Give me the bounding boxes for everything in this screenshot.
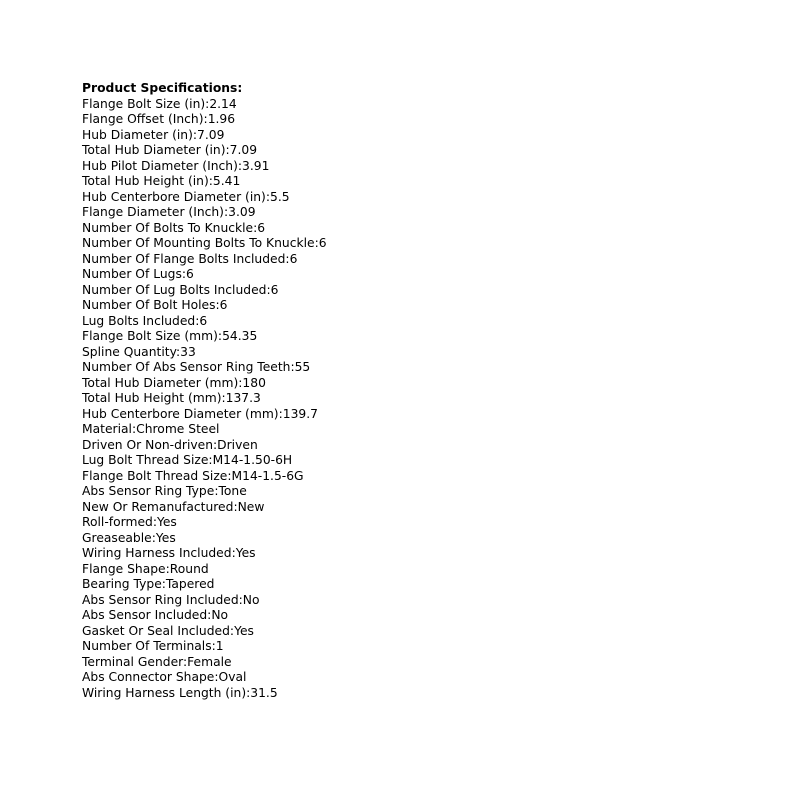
spec-value: Tone	[218, 484, 247, 498]
spec-value: 6	[219, 298, 228, 312]
spec-value: 137.3	[225, 391, 261, 405]
spec-label: Material	[82, 422, 132, 436]
spec-line	[82, 190, 782, 206]
spec-separator: :	[182, 654, 188, 669]
spec-label: Flange Bolt Size (in)	[82, 96, 206, 111]
spec-value: 55	[294, 360, 311, 374]
spec-separator: :	[213, 437, 218, 452]
spec-value: Tapered	[165, 577, 215, 591]
spec-separator: :	[225, 143, 230, 157]
spec-line	[82, 593, 782, 609]
spec-line	[82, 376, 782, 392]
spec-value: Female	[187, 654, 232, 669]
spec-line	[82, 407, 782, 423]
spec-value: 1.96	[207, 112, 236, 126]
spec-separator: :	[215, 298, 220, 312]
spec-line	[82, 112, 782, 128]
spec-value: Oval	[218, 670, 247, 684]
spec-label: Hub Diameter (in)	[82, 127, 193, 142]
spec-line	[82, 314, 782, 330]
spec-line	[82, 159, 782, 175]
spec-line	[82, 174, 782, 190]
spec-value: 6	[289, 251, 298, 266]
spec-line	[82, 221, 782, 237]
product-specifications	[82, 81, 782, 701]
spec-label: Flange Bolt Thread Size	[82, 468, 228, 483]
spec-separator: :	[211, 639, 216, 653]
spec-value: 6	[270, 282, 279, 297]
spec-label: Wiring Harness Included	[82, 546, 232, 560]
spec-separator: :	[266, 282, 271, 297]
spec-label: Terminal Gender	[82, 654, 183, 669]
spec-value: Round	[169, 561, 209, 576]
spec-label: Number Of Lugs	[82, 267, 182, 281]
spec-value: 6	[318, 236, 327, 250]
spec-list	[82, 97, 782, 702]
spec-separator: :	[229, 623, 235, 638]
spec-separator: :	[290, 360, 295, 374]
spec-label: Total Hub Diameter (mm)	[82, 375, 239, 390]
spec-line	[82, 422, 782, 438]
spec-separator: :	[203, 112, 208, 126]
spec-label: Spline Quantity	[82, 344, 176, 359]
spec-label: Abs Sensor Ring Included	[82, 592, 239, 607]
spec-separator: :	[217, 329, 223, 343]
spec-separator: :	[165, 561, 170, 576]
spec-separator: :	[278, 406, 283, 421]
spec-label: Wiring Harness Length (in)	[82, 685, 247, 700]
spec-separator: :	[208, 174, 213, 188]
spec-value: 139.7	[282, 406, 318, 421]
spec-label: Gasket Or Seal Included	[82, 623, 230, 638]
spec-label: Flange Shape	[82, 561, 166, 576]
spec-line	[82, 438, 782, 454]
spec-label: Abs Connector Shape	[82, 670, 215, 684]
spec-value: 6	[257, 220, 266, 235]
spec-separator: :	[253, 220, 258, 235]
spec-value: 1	[215, 639, 224, 653]
spec-line	[82, 469, 782, 485]
spec-value: Chrome Steel	[136, 422, 220, 436]
spec-value: Driven	[217, 437, 258, 452]
spec-line	[82, 143, 782, 159]
spec-label: Hub Centerbore Diameter (mm)	[82, 406, 279, 421]
spec-value: M14-1.5-6G	[231, 468, 304, 483]
spec-separator: :	[221, 391, 226, 405]
spec-label: Total Hub Height (in)	[82, 174, 209, 188]
spec-label: Number Of Bolt Holes	[82, 298, 216, 312]
spec-value: 5.5	[270, 189, 290, 204]
spec-value: 3.91	[242, 158, 270, 173]
spec-value: 6	[186, 267, 194, 281]
spec-line	[82, 252, 782, 268]
spec-separator: :	[227, 468, 232, 483]
spec-separator: :	[214, 670, 219, 684]
spec-value: 180	[242, 375, 266, 390]
spec-line	[82, 670, 782, 686]
spec-line	[82, 267, 782, 283]
spec-separator: :	[208, 453, 213, 467]
spec-separator: :	[265, 189, 271, 204]
spec-line	[82, 329, 782, 345]
spec-separator: :	[224, 205, 229, 219]
spec-line	[82, 345, 782, 361]
spec-label: Bearing Type	[82, 577, 162, 591]
spec-label: Lug Bolt Thread Size	[82, 453, 209, 467]
spec-value: 33	[180, 344, 196, 359]
spec-value: 7.09	[229, 143, 258, 157]
spec-label: Number Of Bolts To Knuckle	[82, 220, 254, 235]
spec-label: Abs Sensor Included	[82, 608, 208, 622]
spec-label: Number Of Flange Bolts Included	[82, 251, 286, 266]
spec-line	[82, 283, 782, 299]
spec-value: No	[211, 608, 229, 622]
spec-value: 5.41	[212, 174, 241, 188]
specifications-title: Product Specifications:	[82, 81, 243, 95]
spec-separator: :	[161, 577, 166, 591]
spec-value: Yes	[155, 530, 176, 545]
spec-value: 54.35	[222, 329, 258, 343]
spec-value: Yes	[156, 515, 177, 529]
spec-value: 2.14	[209, 96, 237, 111]
spec-value: 6	[199, 313, 208, 328]
spec-separator: :	[246, 685, 251, 700]
spec-separator: :	[152, 515, 157, 529]
spec-label: Greaseable	[82, 530, 152, 545]
spec-label: Number Of Terminals	[82, 639, 212, 653]
spec-value: Yes	[234, 623, 254, 638]
spec-line	[82, 360, 782, 376]
spec-label: New Or Remanufactured	[82, 499, 234, 514]
spec-label: Flange Diameter (Inch)	[82, 205, 224, 219]
spec-label: Total Hub Diameter (in)	[82, 143, 226, 157]
spec-line	[82, 577, 782, 593]
spec-line	[82, 639, 782, 655]
spec-separator: :	[314, 236, 319, 250]
spec-separator: :	[205, 96, 210, 111]
spec-line	[82, 391, 782, 407]
spec-label: Flange Bolt Size (mm)	[82, 329, 218, 343]
spec-label: Number Of Lug Bolts Included	[82, 282, 267, 297]
spec-separator: :	[231, 546, 236, 560]
spec-label: Number Of Mounting Bolts To Knuckle	[82, 236, 315, 250]
spec-separator: :	[285, 251, 290, 266]
spec-separator: :	[195, 313, 200, 328]
spec-separator: :	[233, 499, 238, 514]
spec-label: Hub Pilot Diameter (Inch)	[82, 158, 238, 173]
spec-line	[82, 531, 782, 547]
spec-value: M14-1.50-6H	[212, 453, 293, 467]
spec-value: 3.09	[228, 205, 256, 219]
spec-separator: :	[181, 267, 187, 281]
spec-value: 7.09	[197, 127, 225, 142]
spec-separator: :	[238, 592, 243, 607]
spec-value: New	[237, 499, 265, 514]
spec-line	[82, 298, 782, 314]
spec-label: Roll-formed	[82, 515, 153, 529]
spec-label: Driven Or Non-driven	[82, 437, 213, 452]
spec-separator: :	[192, 127, 198, 142]
spec-separator: :	[214, 484, 219, 498]
spec-line	[82, 562, 782, 578]
spec-line	[82, 515, 782, 531]
spec-label: Lug Bolts Included	[82, 313, 196, 328]
spec-line	[82, 686, 782, 702]
spec-separator: :	[151, 530, 156, 545]
spec-line	[82, 608, 782, 624]
spec-line	[82, 500, 782, 516]
spec-line	[82, 453, 782, 469]
spec-separator: :	[207, 608, 212, 622]
spec-line	[82, 624, 782, 640]
spec-line	[82, 546, 782, 562]
spec-label: Flange Offset (Inch)	[82, 112, 204, 126]
spec-line	[82, 655, 782, 671]
spec-separator: :	[237, 158, 243, 173]
spec-line	[82, 484, 782, 500]
spec-line	[82, 97, 782, 113]
spec-value: 31.5	[250, 685, 278, 700]
spec-line	[82, 236, 782, 252]
spec-label: Abs Sensor Ring Type	[82, 484, 215, 498]
spec-separator: :	[175, 344, 181, 359]
spec-line	[82, 205, 782, 221]
spec-label: Number Of Abs Sensor Ring Teeth	[82, 360, 291, 374]
spec-value: Yes	[235, 546, 256, 560]
spec-label: Hub Centerbore Diameter (in)	[82, 189, 266, 204]
spec-separator: :	[131, 422, 137, 436]
spec-line	[82, 128, 782, 144]
spec-label: Total Hub Height (mm)	[82, 391, 222, 405]
spec-value: No	[242, 592, 260, 607]
spec-separator: :	[238, 375, 243, 390]
